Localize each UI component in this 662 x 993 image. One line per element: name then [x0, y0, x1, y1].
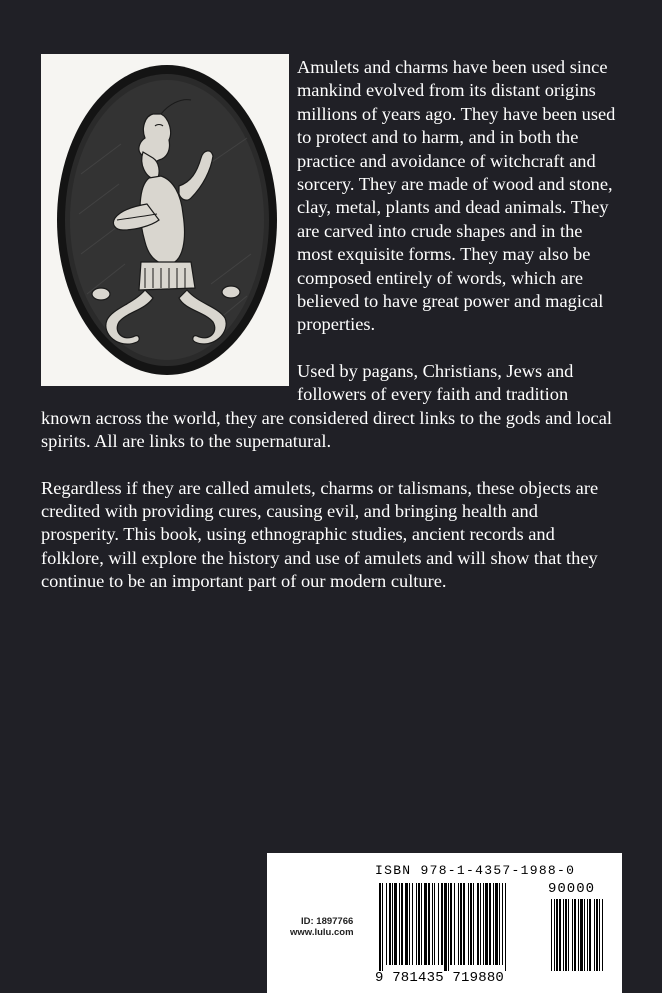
back-cover-blurb	[41, 56, 616, 617]
barcode-icon	[379, 883, 611, 973]
isbn-label: ISBN 978-1-4357-1988-0	[375, 863, 576, 878]
price-code: 90000	[548, 881, 596, 897]
blurb-paragraph-2: Used by pagans, Christians, Jews and followers of every faith and tradition known across the world, they are considered direct links to the gods and local spirits. All are links to the supernatural.	[41, 360, 612, 452]
barcode-digits: 9 781435 719880	[375, 970, 505, 986]
blurb-paragraph-3: Regardless if they are called amulets, charms or talismans, these objects are credited with providing cures, causing evil, and bringing health and prosperity. This book, using ethnographic studies, ancient records and folklore, will explore the history and use of amulets and will show that they continue to be an important part of our modern culture.	[41, 477, 599, 592]
image-spacer	[41, 56, 297, 396]
lulu-id: ID: 1897766	[301, 916, 354, 927]
lulu-url: www.lulu.com	[290, 927, 354, 938]
barcode-panel	[267, 853, 622, 993]
blurb-paragraph-1: Amulets and charms have been used since mankind evolved from its distant origins millions of years ago. They have been used to protect and to harm, and in both the practice and avoidance of witchcraft and sorcery. They are made of wood and stone, clay, metal, plants and dead animals. They are carved into crude shapes and in the most exquisite forms. They may also be composed entirely of words, which are believed to have great power and magical properties.	[297, 57, 616, 335]
